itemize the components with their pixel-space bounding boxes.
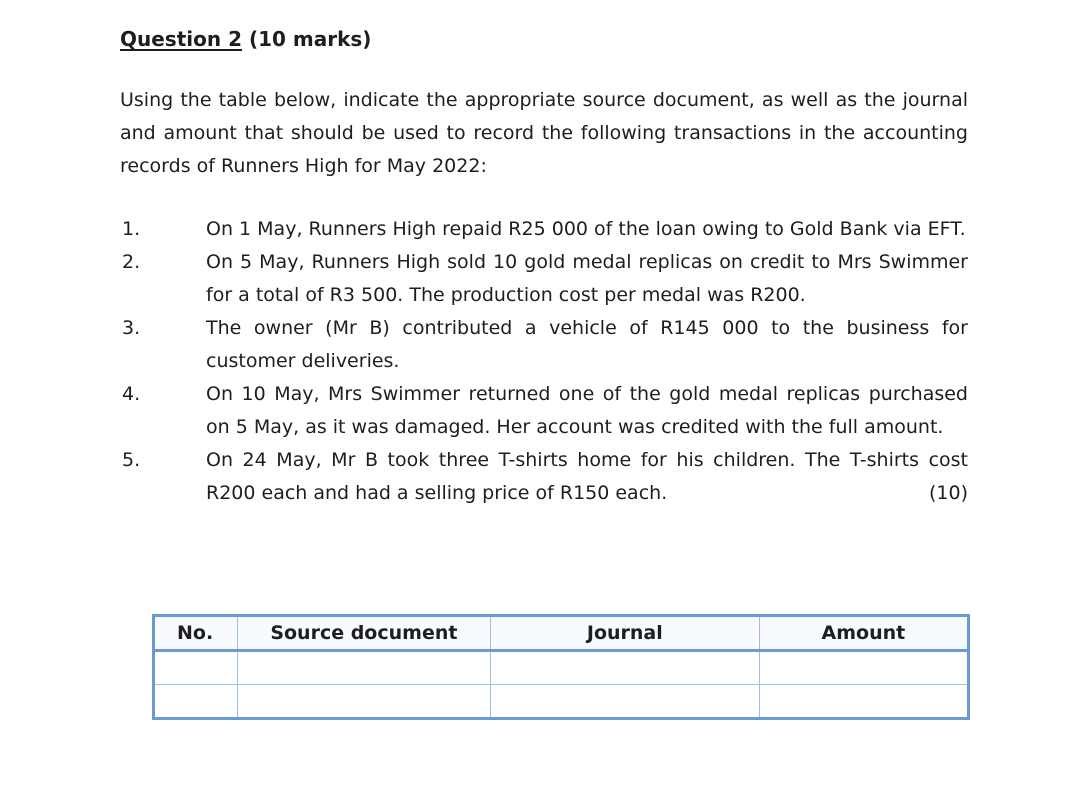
item-number: 1. <box>122 218 141 240</box>
table-cell[interactable] <box>759 651 968 685</box>
header-no: No. <box>154 616 238 651</box>
table-cell[interactable] <box>490 685 759 719</box>
item-number: 2. <box>122 251 141 273</box>
transaction-list <box>120 213 968 510</box>
question-instructions: Using the table below, indicate the appropriate source document, as well as the journal and amount that should be used to record the following transactions in the accounting records of Runners High for May 2022: <box>120 89 968 177</box>
question-heading <box>120 27 371 51</box>
header-source-document: Source document <box>237 616 490 651</box>
list-item <box>120 213 968 246</box>
item-text: On 10 May, Mrs Swimmer returned one of the gold medal replicas purchased on 5 May, as it was damaged. Her account was credited with the full amount. <box>206 383 968 438</box>
table-row <box>154 685 969 719</box>
table-cell[interactable] <box>154 685 238 719</box>
item-number: 4. <box>122 383 141 405</box>
answer-table <box>152 614 970 720</box>
header-amount: Amount <box>759 616 968 651</box>
item-number: 5. <box>122 449 141 471</box>
table-cell[interactable] <box>490 651 759 685</box>
table-cell[interactable] <box>237 685 490 719</box>
total-marks: (10) <box>928 482 968 504</box>
list-item <box>120 378 968 444</box>
header-journal: Journal <box>490 616 759 651</box>
list-item <box>120 312 968 378</box>
table-cell[interactable] <box>237 651 490 685</box>
item-text: On 5 May, Runners High sold 10 gold medal replicas on credit to Mrs Swimmer for a total of R3 500. The production cost per medal was R200. <box>206 251 968 306</box>
question-title: Question 2 <box>120 27 242 51</box>
item-text: On 24 May, Mr B took three T-shirts home for his children. The T-shirts cost R200 each and had a selling price of R150 each. <box>206 449 968 504</box>
question-marks: (10 marks) <box>248 27 372 51</box>
item-number: 3. <box>122 317 141 339</box>
table-row <box>154 651 969 685</box>
table-header-row <box>154 616 969 651</box>
list-item <box>120 246 968 312</box>
table-cell[interactable] <box>154 651 238 685</box>
item-text: The owner (Mr B) contributed a vehicle of R145 000 to the business for customer deliveries. <box>206 317 968 372</box>
table-cell[interactable] <box>759 685 968 719</box>
list-item <box>120 444 968 510</box>
item-text: On 1 May, Runners High repaid R25 000 of the loan owing to Gold Bank via EFT. <box>206 218 966 240</box>
